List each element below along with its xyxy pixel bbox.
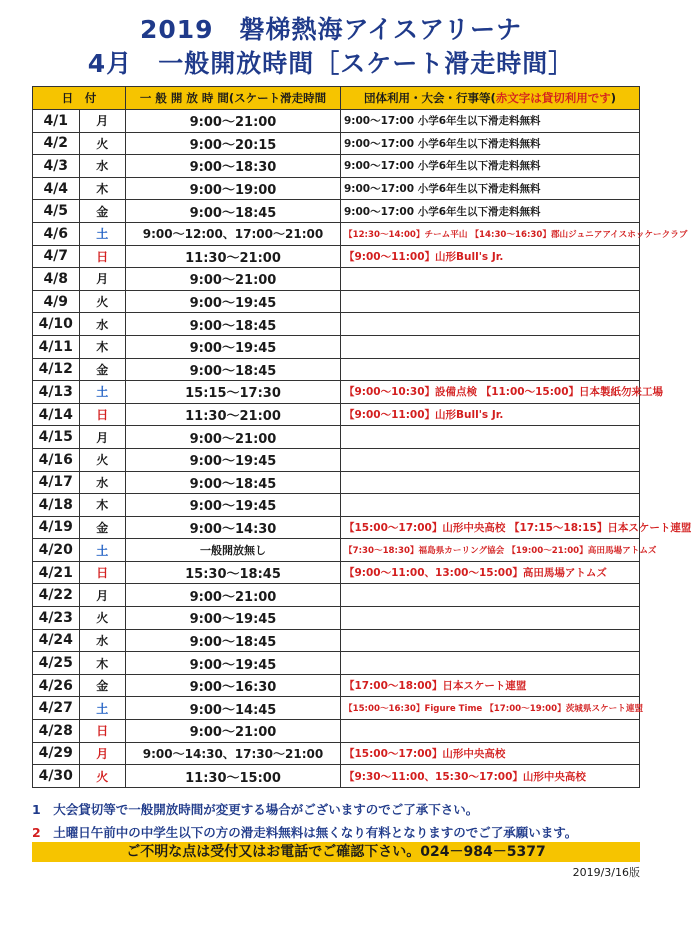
row-day: 月 [79, 268, 126, 291]
row-open-time: 9:00～19:45 [126, 335, 341, 358]
row-day: 月 [79, 742, 126, 765]
row-event: 【15:00～17:00】山形中央高校 【17:15～18:15】日本スケート連盟 [341, 516, 640, 539]
row-event: 【12:30～14:00】チーム平山 【14:30～16:30】郡山ジュニアアイスホッケークラブ [341, 222, 640, 245]
row-date: 4/25 [33, 652, 80, 675]
row-day: 日 [79, 245, 126, 268]
row-date: 4/5 [33, 200, 80, 223]
table-row [33, 448, 640, 471]
row-day: 木 [79, 494, 126, 517]
row-date: 4/30 [33, 765, 80, 788]
row-date: 4/22 [33, 584, 80, 607]
table-row [33, 403, 640, 426]
row-open-time: 9:00～19:45 [126, 290, 341, 313]
row-open-time: 9:00～16:30 [126, 674, 341, 697]
table-header-row [33, 87, 640, 110]
row-day: 火 [79, 290, 126, 313]
table-row [33, 200, 640, 223]
table-row [33, 539, 640, 562]
note-1-text: 大会貸切等で一般開放時間が変更する場合がございますのでご了承下さい。 [53, 802, 479, 817]
table-row [33, 155, 640, 178]
row-day: 土 [79, 381, 126, 404]
table-row [33, 245, 640, 268]
table-row [33, 290, 640, 313]
header-event-label: 団体利用・大会・行事等( [363, 91, 496, 105]
table-row [33, 177, 640, 200]
row-date: 4/23 [33, 607, 80, 630]
row-event [341, 290, 640, 313]
row-day: 金 [79, 516, 126, 539]
row-open-time: 9:00～21:00 [126, 720, 341, 743]
row-day: 土 [79, 697, 126, 720]
row-event [341, 448, 640, 471]
row-open-time: 11:30～15:00 [126, 765, 341, 788]
table-row [33, 697, 640, 720]
table-row [33, 584, 640, 607]
table-row [33, 720, 640, 743]
header-event [341, 87, 640, 110]
row-open-time: 9:00～18:45 [126, 358, 341, 381]
row-open-time: 一般開放無し [126, 539, 341, 562]
table-row [33, 132, 640, 155]
row-day: 木 [79, 177, 126, 200]
row-event: 【9:30～11:00、15:30～17:00】山形中央高校 [341, 765, 640, 788]
note-2 [32, 823, 577, 841]
row-open-time: 9:00～19:45 [126, 652, 341, 675]
row-event [341, 584, 640, 607]
row-open-time: 9:00～21:00 [126, 584, 341, 607]
note-1-number: 1 [32, 802, 41, 817]
row-day: 日 [79, 720, 126, 743]
row-date: 4/11 [33, 335, 80, 358]
row-event [341, 313, 640, 336]
row-open-time: 9:00～18:45 [126, 471, 341, 494]
table-row [33, 313, 640, 336]
row-day: 火 [79, 448, 126, 471]
row-day: 月 [79, 426, 126, 449]
row-event [341, 358, 640, 381]
row-open-time: 9:00～19:45 [126, 607, 341, 630]
row-date: 4/13 [33, 381, 80, 404]
row-event: 【17:00～18:00】日本スケート連盟 [341, 674, 640, 697]
row-open-time: 15:30～18:45 [126, 561, 341, 584]
row-event [341, 629, 640, 652]
row-day: 土 [79, 222, 126, 245]
row-day: 月 [79, 584, 126, 607]
header-event-close: ) [610, 91, 617, 105]
table-row [33, 426, 640, 449]
row-event [341, 607, 640, 630]
row-event: 9:00～17:00 小学6年生以下滑走料無料 [341, 132, 640, 155]
table-row [33, 471, 640, 494]
table-row [33, 629, 640, 652]
page-subtitle: 4月 一般開放時間［スケート滑走時間］ [87, 49, 575, 78]
row-date: 4/27 [33, 697, 80, 720]
row-day: 金 [79, 358, 126, 381]
row-date: 4/10 [33, 313, 80, 336]
row-date: 4/15 [33, 426, 80, 449]
row-day: 木 [79, 652, 126, 675]
row-open-time: 9:00～19:45 [126, 494, 341, 517]
row-day: 水 [79, 155, 126, 178]
row-date: 4/6 [33, 222, 80, 245]
row-day: 木 [79, 335, 126, 358]
row-date: 4/20 [33, 539, 80, 562]
row-event [341, 335, 640, 358]
row-event [341, 268, 640, 291]
header-time: 一 般 開 放 時 間(スケート滑走時間 [126, 87, 341, 110]
row-day: 日 [79, 561, 126, 584]
row-open-time: 9:00～14:30、17:30～21:00 [126, 742, 341, 765]
row-day: 水 [79, 629, 126, 652]
table-row [33, 765, 640, 788]
row-event: 9:00～17:00 小学6年生以下滑走料無料 [341, 177, 640, 200]
row-day: 火 [79, 607, 126, 630]
row-event [341, 652, 640, 675]
contact-banner: ご不明な点は受付又はお電話でご確認下さい。024－984－5377 [32, 842, 640, 862]
row-day: 日 [79, 403, 126, 426]
row-date: 4/4 [33, 177, 80, 200]
row-event: 9:00～17:00 小学6年生以下滑走料無料 [341, 110, 640, 133]
row-open-time: 9:00～18:45 [126, 629, 341, 652]
row-date: 4/24 [33, 629, 80, 652]
row-open-time: 9:00～18:45 [126, 313, 341, 336]
row-event: 【9:00～11:00】山形Bull's Jr. [341, 403, 640, 426]
row-event: 9:00～17:00 小学6年生以下滑走料無料 [341, 200, 640, 223]
schedule-table [32, 86, 691, 788]
row-date: 4/7 [33, 245, 80, 268]
row-day: 火 [79, 765, 126, 788]
row-date: 4/18 [33, 494, 80, 517]
row-date: 4/3 [33, 155, 80, 178]
row-date: 4/12 [33, 358, 80, 381]
row-date: 4/28 [33, 720, 80, 743]
row-date: 4/17 [33, 471, 80, 494]
row-event: 【9:00～10:30】設備点検 【11:00～15:00】日本製紙勿来工場 [341, 381, 640, 404]
row-date: 4/8 [33, 268, 80, 291]
row-date: 4/29 [33, 742, 80, 765]
table-row [33, 494, 640, 517]
row-open-time: 9:00～19:00 [126, 177, 341, 200]
row-open-time: 11:30～21:00 [126, 245, 341, 268]
row-date: 4/26 [33, 674, 80, 697]
schedule-body [33, 110, 691, 788]
row-event [341, 426, 640, 449]
table-row [33, 607, 640, 630]
table-row [33, 110, 640, 133]
row-event [341, 471, 640, 494]
row-day: 水 [79, 313, 126, 336]
row-day: 水 [79, 471, 126, 494]
row-open-time: 9:00～19:45 [126, 448, 341, 471]
table-row [33, 674, 640, 697]
note-1 [32, 800, 478, 818]
row-event [341, 494, 640, 517]
header-date: 日 付 [33, 87, 126, 110]
row-open-time: 9:00～21:00 [126, 110, 341, 133]
table-row [33, 268, 640, 291]
note-2-text: 土曜日午前中の中学生以下の方の滑走料無料は無くなり有料となりますのでご了承願います。 [53, 825, 578, 840]
row-open-time: 9:00～14:45 [126, 697, 341, 720]
row-date: 4/2 [33, 132, 80, 155]
version-label: 2019/3/16版 [572, 866, 640, 879]
row-open-time: 9:00～12:00、17:00～21:00 [126, 222, 341, 245]
table-row [33, 335, 640, 358]
table-row [33, 516, 640, 539]
note-2-number: 2 [32, 825, 41, 840]
table-row [33, 358, 640, 381]
row-event: 9:00～17:00 小学6年生以下滑走料無料 [341, 155, 640, 178]
row-day: 土 [79, 539, 126, 562]
table-row [33, 381, 640, 404]
row-open-time: 9:00～21:00 [126, 268, 341, 291]
row-date: 4/9 [33, 290, 80, 313]
row-event: 【15:00～16:30】Figure Time 【17:00～19:00】茨城県スケート連盟 [341, 697, 640, 720]
row-event: 【15:00～17:00】山形中央高校 [341, 742, 640, 765]
row-day: 金 [79, 200, 126, 223]
row-day: 金 [79, 674, 126, 697]
table-row [33, 742, 640, 765]
table-row [33, 652, 640, 675]
row-date: 4/19 [33, 516, 80, 539]
row-open-time: 9:00～21:00 [126, 426, 341, 449]
row-event: 【9:00～11:00、13:00～15:00】高田馬場アトムズ [341, 561, 640, 584]
row-open-time: 9:00～18:45 [126, 200, 341, 223]
row-day: 月 [79, 110, 126, 133]
row-open-time: 11:30～21:00 [126, 403, 341, 426]
row-date: 4/1 [33, 110, 80, 133]
table-row [33, 561, 640, 584]
row-day: 火 [79, 132, 126, 155]
row-event: 【7:30～18:30】福島県カーリング協会 【19:00～21:00】高田馬場アトムズ [341, 539, 640, 562]
page-title: 2019 磐梯熱海アイスアリーナ [139, 15, 523, 44]
header-event-red-note: 赤文字は貸切利用です [495, 91, 611, 105]
row-open-time: 15:15～17:30 [126, 381, 341, 404]
row-event: 【9:00～11:00】山形Bull's Jr. [341, 245, 640, 268]
row-open-time: 9:00～20:15 [126, 132, 341, 155]
row-date: 4/16 [33, 448, 80, 471]
row-date: 4/21 [33, 561, 80, 584]
row-event [341, 720, 640, 743]
row-open-time: 9:00～18:30 [126, 155, 341, 178]
row-date: 4/14 [33, 403, 80, 426]
row-open-time: 9:00～14:30 [126, 516, 341, 539]
table-row [33, 222, 640, 245]
